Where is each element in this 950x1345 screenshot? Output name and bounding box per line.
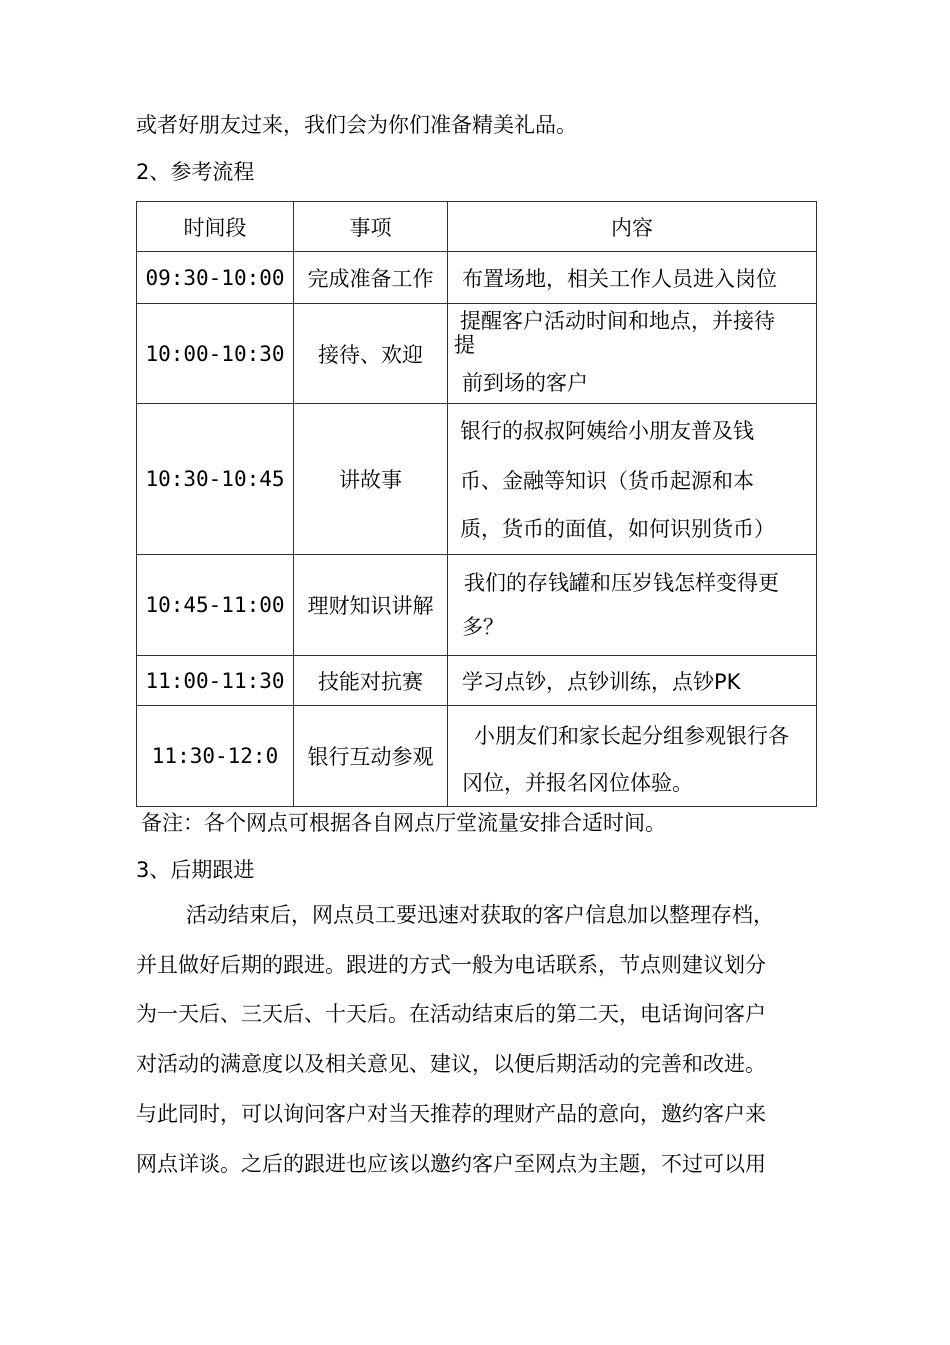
paragraph-line: 对活动的满意度以及相关意见、建议，以便后期活动的完善和改进。	[136, 1052, 766, 1076]
header-item: 事项	[294, 202, 448, 252]
intro-text-line: 或者好朋友过来，我们会为你们准备精美礼品。	[136, 113, 577, 137]
section-2-title: 2、参考流程	[136, 160, 255, 184]
table-note: 备注：各个网点可根据各自网点厅堂流量安排合适时间。	[141, 811, 666, 835]
row-content	[448, 404, 817, 555]
table-row	[137, 555, 817, 656]
row-time: 10:00-10:30	[137, 304, 294, 404]
paragraph-line: 与此同时，可以询问客户对当天推荐的理财产品的意向，邀约客户来	[136, 1102, 766, 1126]
paragraph-line: 为一天后、三天后、十天后。在活动结束后的第二天，电话询问客户	[136, 1002, 766, 1026]
content-line: 布置场地，相关工作人员进入岗位	[462, 266, 777, 291]
header-content: 内容	[448, 202, 817, 252]
row-content	[448, 252, 817, 304]
row-time: 11:00-11:30	[137, 656, 294, 706]
table-row	[137, 252, 817, 304]
content-line: 我们的存钱罐和压岁钱怎样变得更	[464, 571, 779, 595]
content-line: 学习点钞，点钞训练，点钞PK	[462, 669, 741, 694]
row-item: 完成准备工作	[294, 252, 448, 304]
table-header-row	[137, 202, 817, 252]
content-line: 前到场的客户	[462, 372, 588, 392]
schedule-table	[136, 201, 817, 807]
content-line: 提醒客户活动时间和地点，并接待	[460, 309, 775, 333]
row-item: 讲故事	[294, 404, 448, 555]
content-line: 小朋友们和家长起分组参观银行各	[474, 724, 789, 748]
content-line: 币、金融等知识（货币起源和本	[460, 469, 754, 493]
paragraph-line: 网点详谈。之后的跟进也应该以邀约客户至网点为主题，不过可以用	[136, 1152, 766, 1176]
row-item: 银行互动参观	[294, 706, 448, 807]
table-row	[137, 656, 817, 706]
row-item: 技能对抗赛	[294, 656, 448, 706]
header-time: 时间段	[137, 202, 294, 252]
content-line: 多？	[462, 615, 504, 639]
content-line: 提	[454, 333, 475, 357]
content-line: 银行的叔叔阿姨给小朋友普及钱	[460, 419, 754, 443]
section-3-title: 3、后期跟进	[136, 858, 255, 882]
row-time: 10:45-11:00	[137, 555, 294, 656]
row-content	[448, 555, 817, 656]
table-row	[137, 304, 817, 404]
content-line: 质，货币的面值，如何识别货币）	[460, 517, 775, 541]
row-time: 10:30-10:45	[137, 404, 294, 555]
row-item: 理财知识讲解	[294, 555, 448, 656]
content-line: 冈位，并报名冈位体验。	[462, 771, 693, 795]
row-item: 接待、欢迎	[294, 304, 448, 404]
row-content	[448, 304, 817, 404]
row-content	[448, 706, 817, 807]
paragraph-line: 并且做好后期的跟进。跟进的方式一般为电话联系，节点则建议划分	[136, 953, 766, 977]
row-content	[448, 656, 817, 706]
table-row	[137, 404, 817, 555]
row-time: 09:30-10:00	[137, 252, 294, 304]
row-time: 11:30-12:0	[137, 706, 294, 807]
table-row	[137, 706, 817, 807]
paragraph-line: 活动结束后，网点员工要迅速对获取的客户信息加以整理存档，	[186, 903, 774, 927]
